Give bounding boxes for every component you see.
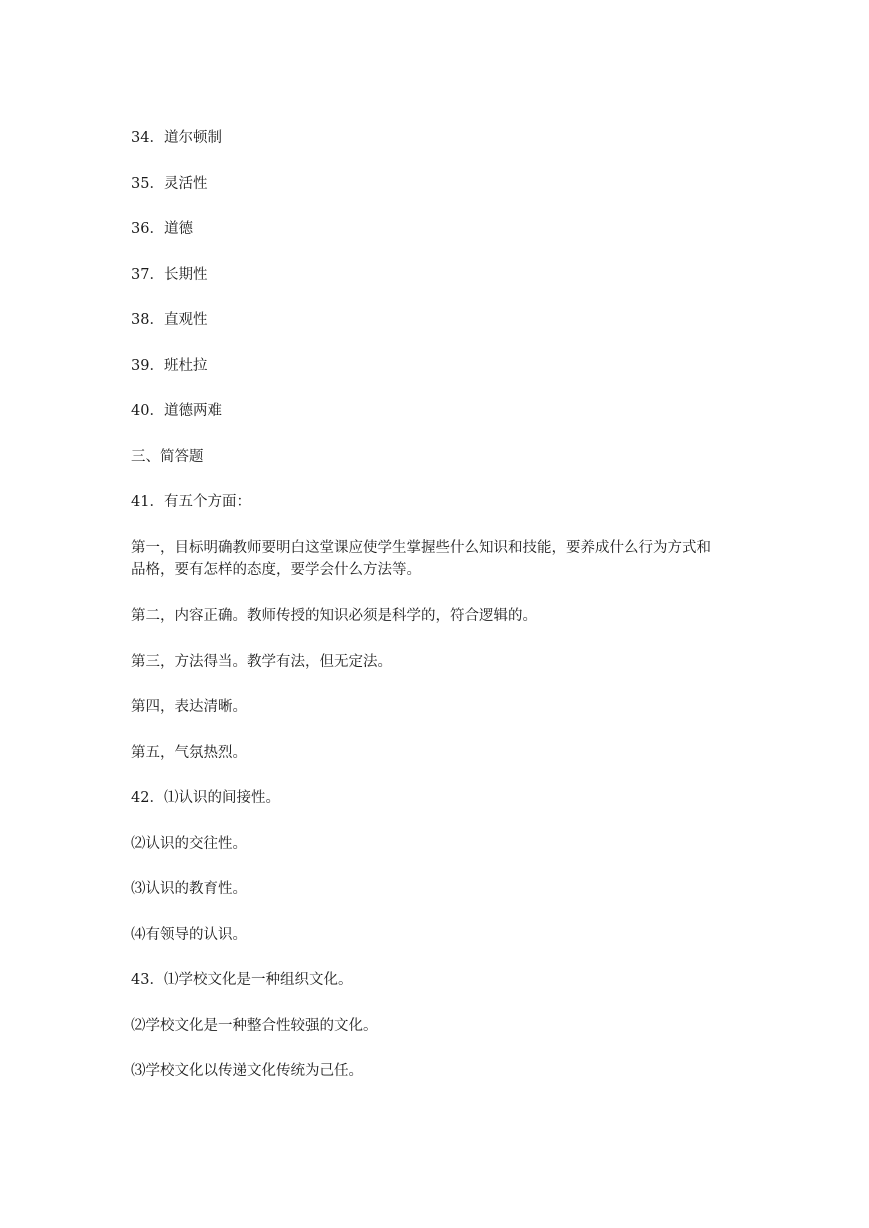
answer-38: 38．直观性	[131, 312, 208, 328]
answer-43-item-2: ⑵学校文化是一种整合性较强的文化。	[131, 1018, 378, 1034]
answer-43-item-1: 43．⑴学校文化是一种组织文化。	[131, 972, 353, 988]
answer-42-item-4: ⑷有领导的认识。	[131, 927, 247, 943]
answer-41-point-3: 第三，方法得当。教学有法，但无定法。	[131, 654, 392, 670]
answer-42-item-3: ⑶认识的教育性。	[131, 881, 247, 897]
answer-41-point-1-line-2: 品格，要有怎样的态度，要学会什么方法等。	[131, 562, 421, 578]
answer-42-item-1: 42．⑴认识的间接性。	[131, 790, 280, 806]
answer-35: 35．灵活性	[131, 176, 208, 192]
answer-40: 40．道德两难	[131, 403, 222, 419]
answer-36: 36．道德	[131, 221, 193, 237]
answer-42-item-2: ⑵认识的交往性。	[131, 836, 247, 852]
section-heading: 三、简答题	[131, 449, 204, 465]
answer-41-point-4: 第四，表达清晰。	[131, 699, 247, 715]
answer-43-item-3: ⑶学校文化以传递文化传统为己任。	[131, 1063, 363, 1079]
answer-34: 34．道尔顿制	[131, 130, 222, 146]
answer-41-point-5: 第五，气氛热烈。	[131, 745, 247, 761]
answer-41-point-1	[131, 537, 751, 581]
answer-37: 37．长期性	[131, 267, 208, 283]
answer-41-intro: 41．有五个方面：	[131, 494, 251, 510]
answer-41-point-2: 第二，内容正确。教师传授的知识必须是科学的，符合逻辑的。	[131, 608, 537, 624]
answer-39: 39．班杜拉	[131, 358, 208, 374]
answer-41-point-1-line-1: 第一，目标明确教师要明白这堂课应使学生掌握些什么知识和技能，要养成什么行为方式和	[131, 540, 711, 556]
